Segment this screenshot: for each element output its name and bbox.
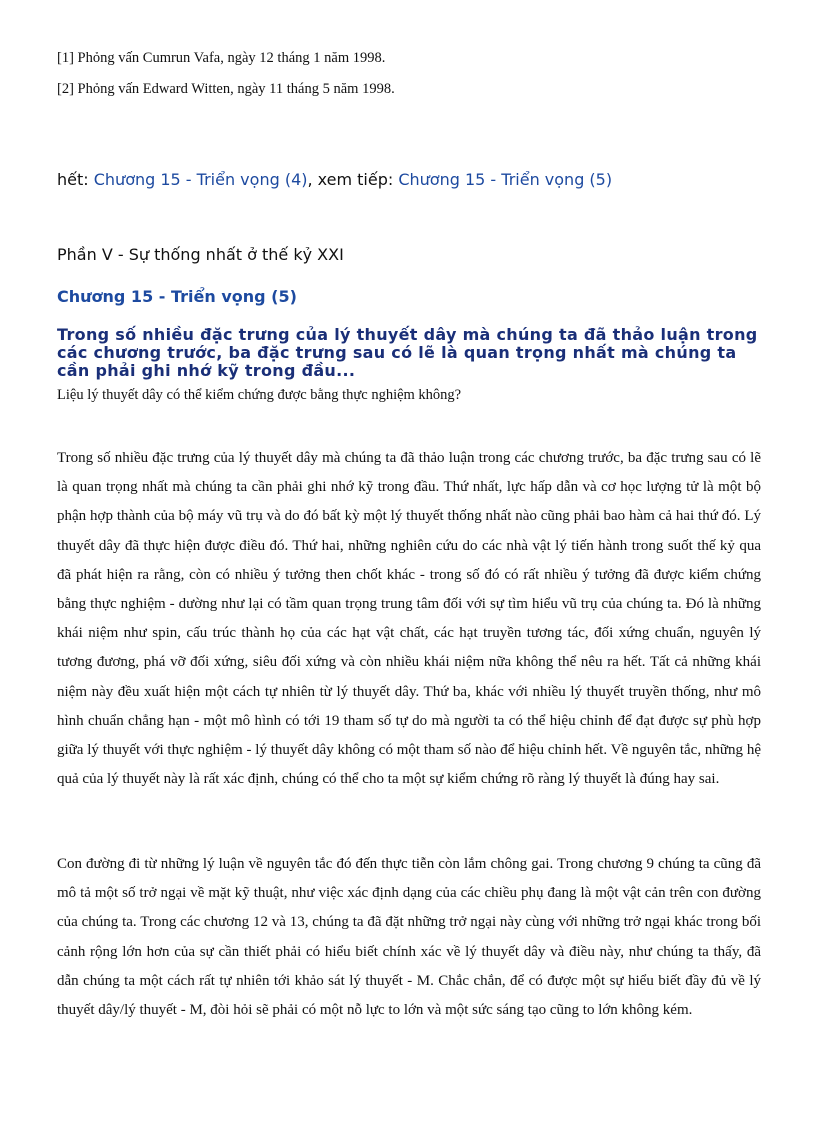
chapter-title: Chương 15 - Triển vọng (5) <box>57 287 297 306</box>
lead-summary: Trong số nhiều đặc trưng của lý thuyết dây mà chúng ta đã thảo luận trong các chương trước, ba đặc trưng sau có lẽ là quan trọng nhất mà chúng ta cần phải ghi nhớ kỹ trong đầu... <box>57 325 758 380</box>
part-title: Phần V - Sự thống nhất ở thế kỷ XXI <box>57 245 344 264</box>
nav-prefix: hết: <box>57 170 94 189</box>
prev-chapter-link[interactable]: Chương 15 - Triển vọng (4) <box>93 170 308 189</box>
body-paragraph-2: Con đường đi từ những lý luận về nguyên tắc đó đến thực tiễn còn lắm chông gai. Trong chương 9 chúng ta cũng đã mô tả một số trở ngại về mặt kỹ thuật, như việc xác định dạng của các chiều phụ đang là một vật cản trên con đường của chúng ta. Trong các chương 12 và 13, chúng ta đã đặt những trở ngại này cùng với những trở ngại khác trong bối cảnh rộng lớn hơn của sự cần thiết phải có hiểu biết chính xác về lý thuyết dây và điều này, như chúng ta thấy, đã dẫn chúng ta một cách rất tự nhiên tới khảo sát lý thuyết - M. Chắc chắn, để có được một sự hiểu biết đầy đủ về lý thuyết dây/lý thuyết - M, đòi hỏi sẽ phải có một nỗ lực to lớn và một sức sáng tạo cũng to lớn không kém. <box>57 856 761 1019</box>
body-paragraph-1: Trong số nhiều đặc trưng của lý thuyết dây mà chúng ta đã thảo luận trong các chương trước, ba đặc trưng sau có lẽ là quan trọng nhất mà chúng ta cần phải ghi nhớ kỹ trong đầu. Thứ nhất, lực hấp dẫn và cơ học lượng tử là một bộ phận hợp thành của bộ máy vũ trụ và do đó bất kỳ một lý thuyết thống nhất nào cũng phải bao hàm cả hai thứ đó. Lý thuyết dây đã thực hiện được điều đó. Thứ hai, những nghiên cứu do các nhà vật lý tiến hành trong suốt thế kỷ qua đã phát hiện ra rằng, còn có nhiều ý tưởng then chốt khác - trong số đó có rất nhiều ý tưởng đã được kiểm chứng bằng thực nghiệm - dường như lại có tầm quan trọng trung tâm đối với sự tìm hiểu vũ trụ của chúng ta. Đó là những khái niệm như spin, cấu trúc thành họ của các hạt vật chất, các hạt truyền tương tác, đối xứng chuẩn, nguyên lý tương đương, phá vỡ đối xứng, siêu đối xứng và còn nhiều khái niệm nữa không thể nêu ra hết. Tất cả những khái niệm này đều xuất hiện một cách tự nhiên từ lý thuyết dây. Thứ ba, khác với nhiều lý thuyết truyền thống, như mô hình chuẩn chẳng hạn - một mô hình có tới 19 tham số tự do mà người ta có thể hiệu chỉnh để đạt được sự phù hợp giữa lý thuyết với thực nghiệm - lý thuyết dây không có một tham số nào để hiệu chỉnh hết. Về nguyên tắc, những hệ quả của lý thuyết này là rất xác định, chúng có thể cho ta một sự kiểm chứng rõ ràng lý thuyết là đúng hay sai. <box>57 450 761 788</box>
next-chapter-link[interactable]: Chương 15 - Triển vọng (5) <box>398 170 613 189</box>
section-question: Liệu lý thuyết dây có thể kiểm chứng được bằng thực nghiệm không? <box>57 387 462 403</box>
reference-2: [2] Phỏng vấn Edward Witten, ngày 11 tháng 5 năm 1998. <box>57 81 395 97</box>
chapter-navigation <box>57 170 612 190</box>
reference-1: [1] Phỏng vấn Cumrun Vafa, ngày 12 tháng 1 năm 1998. <box>57 50 386 66</box>
nav-middle: , xem tiếp: <box>307 170 399 189</box>
